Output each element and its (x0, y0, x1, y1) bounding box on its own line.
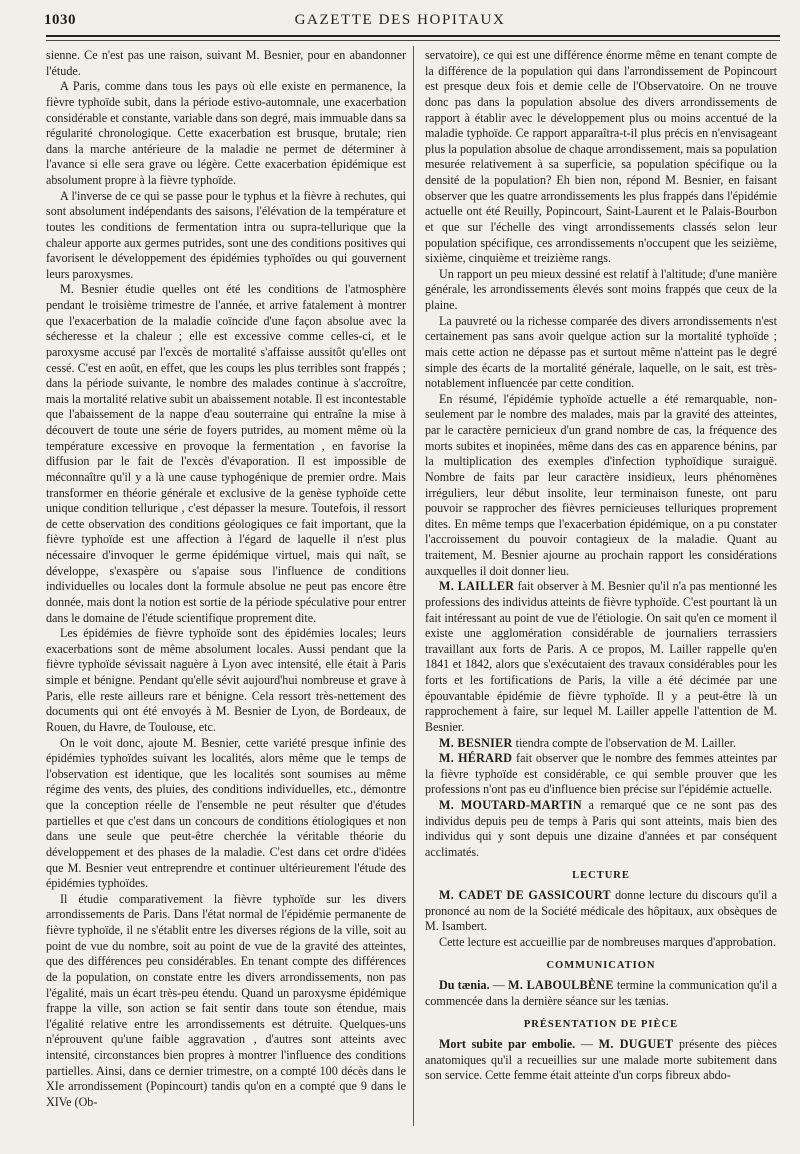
paragraph (425, 579, 777, 735)
section-heading: COMMUNICATION (546, 959, 656, 971)
paragraph (425, 798, 777, 861)
left-column (46, 48, 406, 1111)
page-header (0, 0, 800, 40)
paragraph-text: tiendra compte de l'observation de M. Lailler. (512, 735, 737, 750)
paragraph: La pauvreté ou la richesse comparée des divers arrondissements n'est certainement pas sans avoir quelque action sur la mortalité typhoïde ; mais cette action ne dépasse pas et surtout même n'atteint pas le degré simple des écarts de la mortalité générale, laquelle, on le sait, est très-notablement influencée par cette condition. (425, 313, 777, 391)
paragraph-text: donne lecture du discours qu'il a prononcé au nom de la Société médicale des hôpitaux, aux obsèques de M. Isambert. (425, 888, 778, 934)
speaker-name: M. LAILLER (439, 579, 515, 594)
paragraph: A l'inverse de ce qui se passe pour le typhus et la fièvre à rechutes, qui sont absolument indépendants des saisons, l'élévation de la température et toutes les conditions de fermentation intra ou supra-tellurique que la chaleur apporte aux germes putrides, sont une des conditions positives qui favorisent le développement des épidémies typhoïdes ou qui gouvernent leurs paroxysmes. (46, 188, 406, 281)
paragraph: On le voit donc, ajoute M. Besnier, cette variété presque infinie des épidémies typhoïdes suivant les localités, alors même que le temps de l'observation est identique, que les localités sont soumises au même régime des vents, des pluies, des conditions individuelles, etc., démontre que la conception réelle de l'ensemble ne peut résulter que d'études partielles et que c'est dans un concours de conditions étiologiques et non dans une seule que peut-être cherchée la véritable théorie du développement et des phases de la maladie. C'est dans cet ordre d'idées que M. Besnier veut entreprendre et continuer ultérieurement l'étude des épidémies typhoïdes. (46, 735, 406, 891)
speaker-name: M. MOUTARD-MARTIN (439, 798, 582, 812)
paragraph: M. Besnier étudie quelles ont été les conditions de l'atmosphère pendant le troisième trimestre de l'année, et arrive fatalement à montrer que l'exacerbation de la maladie coïncide d'une façon absolue avec la sécheresse et la chaleur ; elle est excessive comme celles-ci, et le paroxysme accusé par l'excès de mortalité s'affaisse aussitôt qu'elles ont cessé. C'est en août, en effet, que les coups les plus terribles sont frappés ; dans la période suivante, le nombre des malades continue à s'accroître, mais la mortalité relative subit un abaissement notable. Il est incontestable que l'abaissement de la nappe d'eau souterraine qui entraîne la mise à découvert de toute une série de foyers putrides, au moment même où la température excessive en provoque la fermentation , en favorise la diffusion par le fait de l'excès d'évaporation. Il est impossible de méconnaître qu'il y a là une cause typhogénique de premier ordre. Mais transformer en théorie générale et exclusive de la genèse typhoïde cette unique condition tellurique , c'est dépasser la mesure. Toutefois, il ressort de cette observation des conditions géologiques ce fait important, que la fièvre typhoïde est une affection à l'égard de laquelle il n'est plus nécessaire d'invoquer le germe épidémique virtuel, mais qui naît, se développe, s'exaspère ou s'apaise sous l'influence de conditions individuelles ou locales dont la formule absolue ne peut pas encore être donnée, mais dont la notion est sortie de la période spéculative pour entrer dans le domaine de l'étude scientifique proprement dite. (46, 282, 406, 625)
paragraph: En résumé, l'épidémie typhoïde actuelle a été remarquable, non-seulement par le nombre des malades, mais par la gravité des atteintes, par le caractère pernicieux d'un grand nombre de cas, la fréquence des morts subites et inopinées, même dans des cas en apparence bénins, par la multiplication des exemples d'infection typhoïdique suraiguë. Nombre de faits par leur caractère insidieux, leurs phénomènes irréguliers, leur début insolite, leur terminaison funeste, ont paru pouvoir se rapprocher des fièvres pernicieuses telluriques proprement dites. En même temps que l'exacerbation épidémique, on a pu constater l'accroissement du pouvoir contagieux de la maladie. Quant au traitement, M. Besnier ajourne au prochain rapport les considérations auxquelles il doit donner lieu. (425, 391, 777, 578)
speaker-name: M. BESNIER (439, 735, 513, 750)
paragraph: sienne. Ce n'est pas une raison, suivant M. Besnier, pour en abandonner l'étude. (46, 48, 406, 78)
paragraph: servatoire), ce qui est une différence énorme même en tenant compte de la différence de la population qui dans l'arrondissement de Popincourt est presque deux fois et demie celle de l'Observatoire. On ne trouve donc pas dans la population absolue des divers arrondissements de rapport à établir avec le développement plus ou moins accentué de la maladie typhoïde. Ce rapport apparaîtra-t-il plus précis en n'envisageant plus la population absolue de chaque arrondissement, mais sa population mesurée relativement à sa superficie, sa population spécifique ou la densité de la population? Eh bien non, répond M. Besnier, en faisant observer que les quatre arrondissements les plus frappés dans l'épidémie actuelle ont été Reuilly, Popincourt, Saint-Laurent et le Palais-Bourbon et que sur l'échelle des vingt arrondissements classés selon leur population spécifique, ces arrondissements n'occupent que les seizième, sixième, cinquième et treizième rangs. (425, 48, 777, 266)
section-heading: LECTURE (572, 869, 630, 881)
paragraph-text: fait observer à M. Besnier qu'il n'a pas mentionné les professions des individus atteints de fièvre typhoïde. C'est pourtant là un fait intéressant au point de vue de l'étiologie. On sait qu'en ce moment il existe une agglomération considérable de journaliers terrassiers travaillant aux forts de Paris. A ce propos, M. Lailler rappelle qu'en 1841 et 1842, alors que s'exécutaient des travaux considérables pour les forts et les fortifications de Paris, la ville a été décimée par une épouvantable épidémie de fièvre typhoïde. Il y a peut-être là un rapprochement à faire, sur lequel M. Lailler appelle l'attention de M. Besnier. (425, 579, 777, 734)
paragraph: Du tænia. — M. LABOULBÈNE termine la communication qu'il a commencée dans la dernière séance sur les tænias. (425, 978, 778, 1008)
paragraph-text: présente des pièces anatomiques qu'il a recueillies sur une malade morte subitement dans son service. Cette femme était atteinte d'un corps fibreux abdo- (425, 1037, 778, 1083)
paragraph: Il étudie comparativement la fièvre typhoïde sur les divers arrondissements de Paris. Dans l'état normal de l'épidémie permanente de fièvre typhoïde, il ne s'établit entre les diverses régions de la ville, soit au point de vue du nombre, soit au point de vue de la gravité des atteintes, que des différences peu considérables. En tenant compte des différences de la population, on constate entre les divers arrondissements, non pas l'égalité, mais un écart très-peu étendu. Quand un paroxysme épidémique frappe la ville, son action se fait sentir dans toute son étendue, mais l'égalité relative entre les arrondissements est détruite. Quelques-uns n'éprouvent qu'une faible aggravation , d'autres sont atteints avec intensité, circonstances bien propres à montrer l'influence des conditions partielles. Ainsi, dans ce dernier trimestre, on a compté 100 décès dans le XIe arrondissement (Popincourt) tandis qu'on en a compté que 9 dans le XIVe (Ob- (46, 891, 406, 1109)
paragraph (425, 751, 777, 798)
speaker-name: M. DUGUET (598, 1037, 674, 1052)
paragraph: Cette lecture est accueillie par de nombreuses marques d'approbation. (439, 935, 776, 949)
paragraph: Les épidémies de fièvre typhoïde sont des épidémies locales; leurs exacerbations sont de même absolument locales. Aussi pendant que la fièvre typhoïde sévissait naguère à Lyon avec intensité, elle était à Paris simple et bénigne. Pendant qu'elle sévit aujourd'hui nombreuse et grave à Paris, elle reste ailleurs rare et bénigne. Cela ressort très-nettement des documents qui ont été envoyés à M. Besnier de Lyon, de Bordeaux, de Rouen, du Havre, de Toulouse, etc. (46, 626, 406, 734)
paragraph (425, 888, 777, 935)
paragraph-text: fait observer que le nombre des femmes atteintes par la fièvre typhoïde est considérable, ce qui semble prouver que les professions n'ont pas eu d'influence bien précise sur l'épidémie actuelle. (425, 751, 777, 797)
column-divider (413, 46, 414, 1126)
page-number: 1030 (44, 12, 76, 28)
speaker-name: M. HÉRARD (439, 751, 513, 766)
speaker-name: M. CADET DE GASSICOURT (439, 888, 611, 903)
paragraph-text: termine la communication qu'il a commencée dans la dernière séance sur les tænias. (425, 978, 778, 1008)
paragraph-lead: Du tænia. (439, 978, 490, 993)
section-heading: PRÉSENTATION DE PIÈCE (523, 1018, 679, 1030)
paragraph-text: a remarqué que ce ne sont pas des individus depuis peu de temps à Paris qui sont atteints, mais bien des individus qui y sont depuis une dizaine d'années et par conséquent acclimatés. (425, 798, 777, 859)
header-rule-thin (46, 40, 780, 41)
paragraph: Mort subite par embolie. — M. DUGUET présente des pièces anatomiques qu'il a recueillies sur une malade morte subitement dans son service. Cette femme était atteinte d'un corps fibreux abdo- (425, 1037, 778, 1083)
paragraph: Un rapport un peu mieux dessiné est relatif à l'altitude; d'une manière générale, les arrondissements élevés sont moins frappés que ceux de la plaine. (425, 266, 777, 312)
paragraph: A Paris, comme dans tous les pays où elle existe en permanence, la fièvre typhoïde subit, dans la période estivo-automnale, une exacerbation considérable et constante, variable dans son degré, mais immuable dans sa régularité chronologique. Cette exacerbation est brusque, brutale; rien dans la marche antérieure de la maladie ne permet de déterminer à l'avance si elle sera grave ou légère. Cette exacerbation épidémique est absolument propre à la fièvre typhoïde. (46, 79, 407, 187)
header-rule-thick (46, 35, 780, 37)
paragraph-lead: Mort subite par embolie. (439, 1037, 576, 1052)
right-column (425, 48, 777, 1084)
paragraph (425, 736, 777, 752)
speaker-name: M. LABOULBÈNE (508, 978, 614, 993)
journal-title: GAZETTE DES HOPITAUX (294, 12, 506, 28)
